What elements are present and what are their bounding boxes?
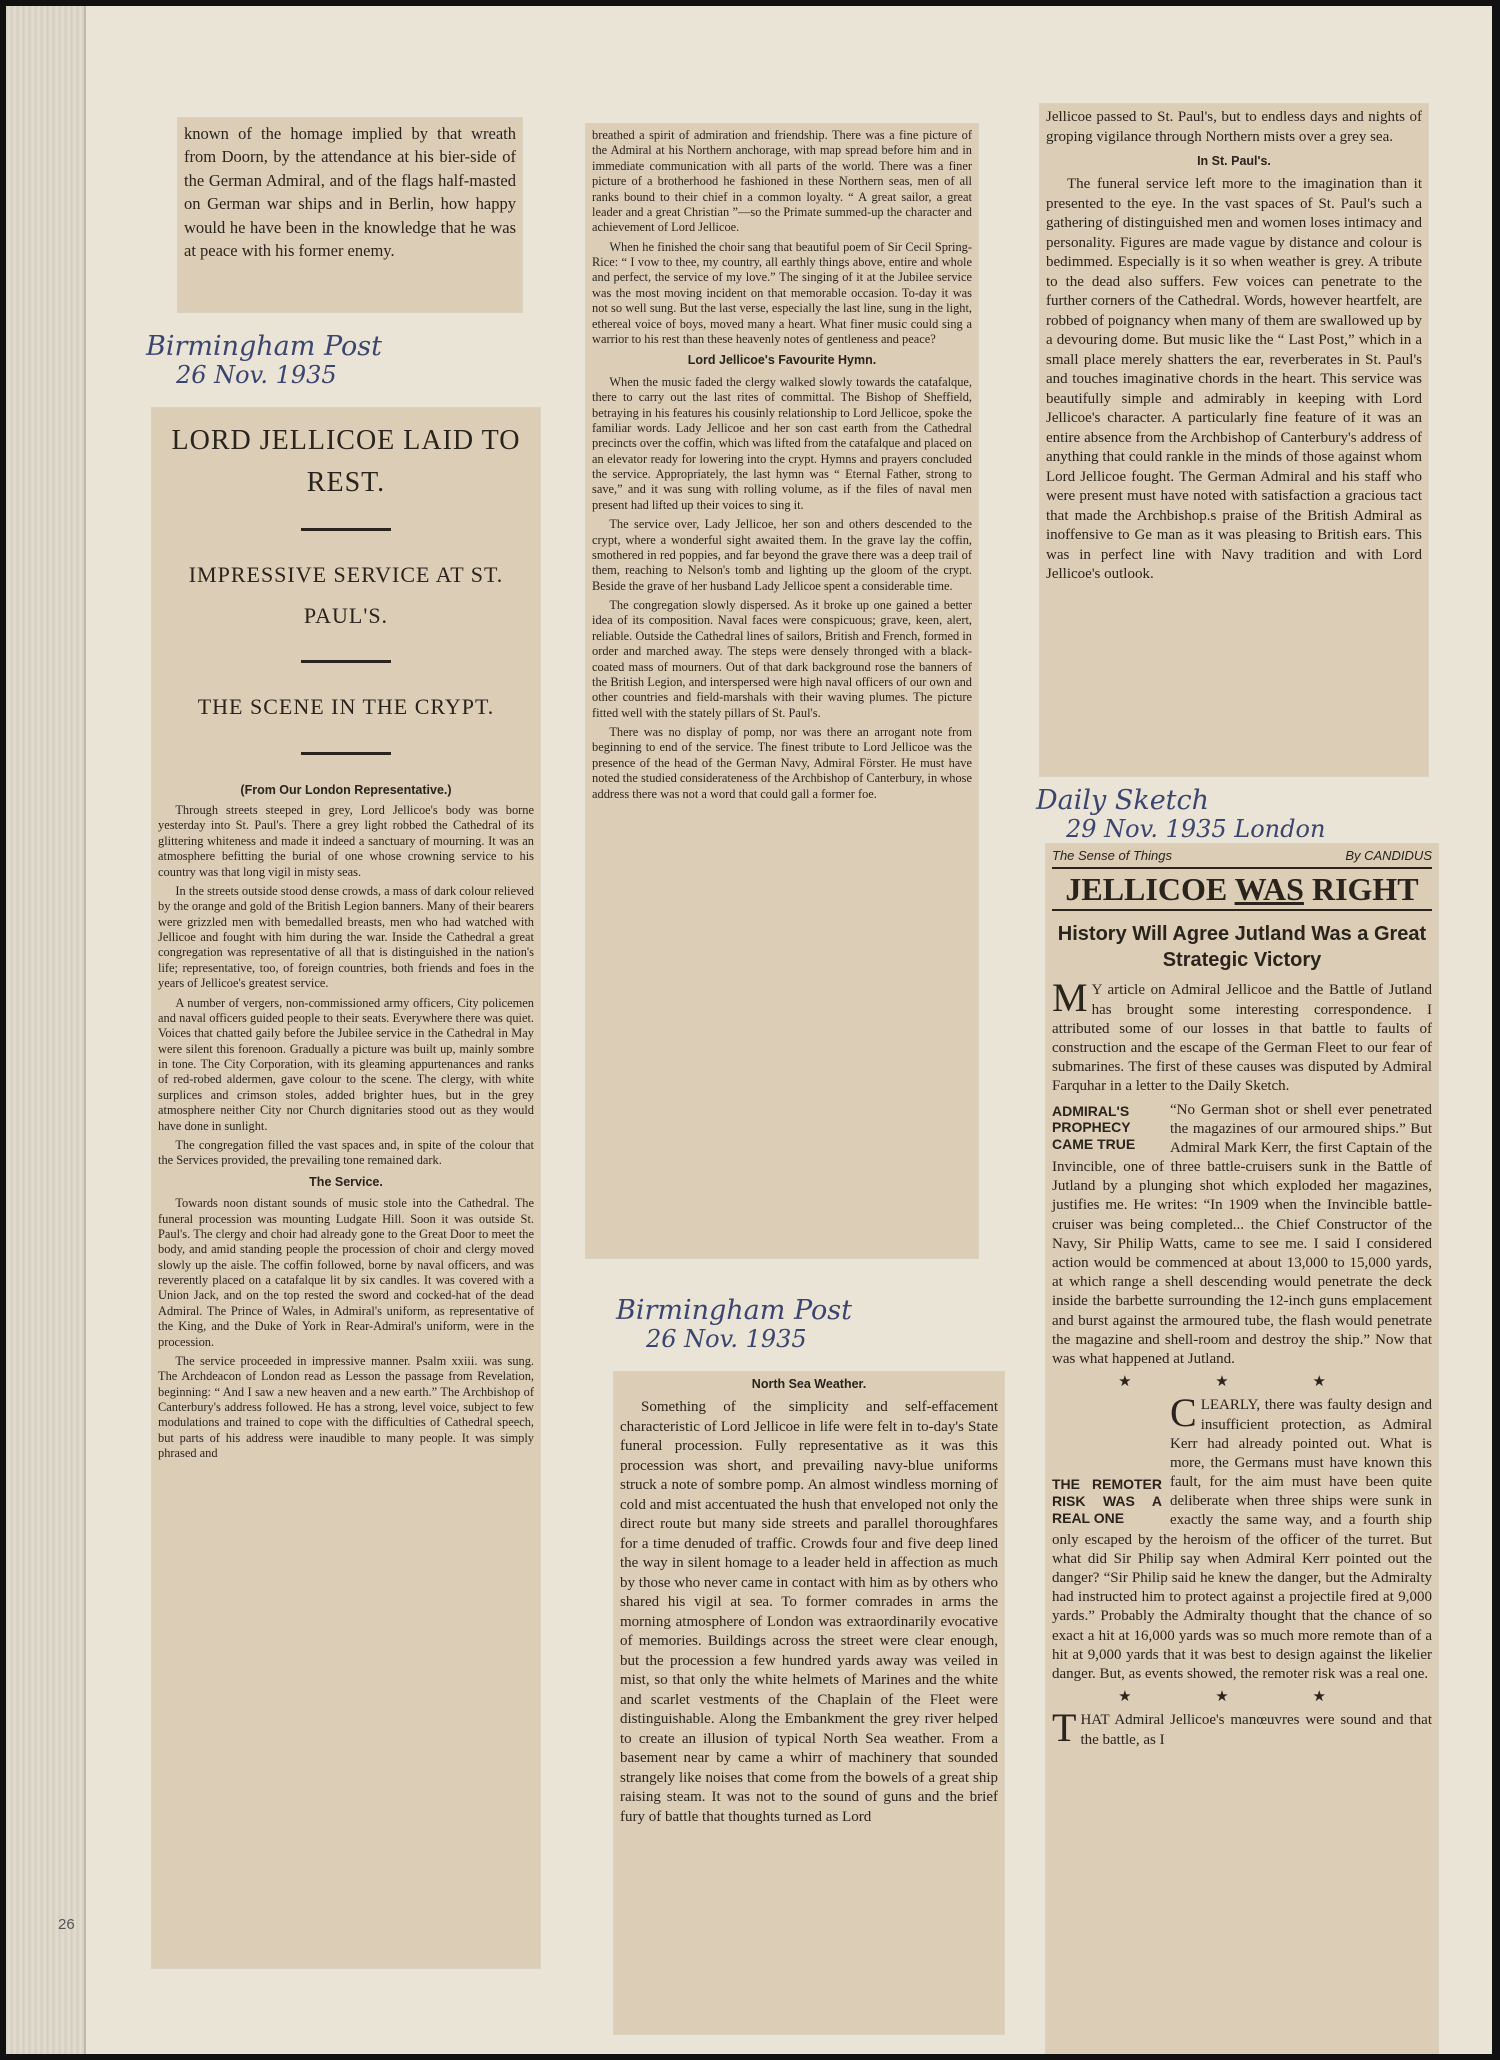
section-subhead: Lord Jellicoe's Favourite Hymn.	[687, 353, 877, 368]
note-source: Daily Sketch	[1036, 785, 1210, 816]
side-heading: THE REMOTER RISK WAS A REAL ONE	[1052, 1476, 1162, 1526]
clipping-jellicoe-was-right	[1046, 844, 1438, 2054]
article-headline: LORD JELLICOE LAID TO REST.	[171, 425, 521, 498]
paragraph: CLEARLY, there was faulty design and insufficient protection, as Admiral Kerr had already pointed out. What is more, the Germans must have known this fault, for the aim must have been quite deliberate when three ships were sunk in exactly the same way, and a fourth ship only escaped by the heroism of the officer of the turret. But what did Sir Philip say when Admiral Kerr pointed out the danger? “Sir Philip said he knew the danger, but the Admiralty had instructed him to protect against a projectile fired at 9,000 yards.” Probably the Admiralty thought that the chance of so exact a hit at 16,000 yards was so much more remote than of a hit at 9,000 yards that it was best to design against the likelier danger. But, as events showed, the remoter risk was a real one.	[1052, 1390, 1432, 1682]
paragraph: Jellicoe passed to St. Paul's, but to endless days and nights of groping vigilance through Northern mists over a grey sea.	[1046, 109, 1422, 145]
clipping-favourite-hymn	[586, 124, 978, 1258]
handwritten-source-note	[1036, 786, 1325, 842]
handwritten-source-note	[146, 332, 382, 388]
paragraph: The service over, Lady Jellicoe, her son and others descended to the crypt, where a wonderful sight awaited them. In the grave lay the coffin, smothered in red poppies, and far beyond the grave there was a deep trail of them, reaching to Nelson's tomb and lighting up the gloom of the crypt. Beside the grave of her husband Lady Jellicoe spent a considerable time.	[592, 517, 972, 593]
clipping-in-st-pauls	[1040, 104, 1428, 776]
note-date: 29 Nov. 1935 London	[1066, 814, 1326, 843]
divider-rule	[301, 528, 391, 531]
paragraph: A number of vergers, non-commissioned army officers, City policemen and naval officers guided people to their seats. Everywhere there was quiet. Voices that chatted gaily before the Jubilee service in the Cathedral in May were silent this forenoon. Gradually a picture was built up, mainly sombre in tone. The City Corporation, with its gleaming appurtenances and ranks of red-robed aldermen, gave colour to the scene. The clergy, with white surplices and crimson stoles, added brighter hues, but in the grey atmosphere neither City nor Church dignitaries stood out as they would have done in sunlight.	[158, 995, 534, 1133]
article-deck-1: IMPRESSIVE SERVICE AT ST. PAUL'S.	[188, 562, 504, 628]
paragraph: MY article on Admiral Jellicoe and the Battle of Jutland has brought some interesting correspondence. I attributed some of our losses in that battle to faults of construction and the escape of the German Fleet to our fear of submarines. The first of these causes was disputed by Admiral Farquhar in a letter to the Daily Sketch.	[1052, 975, 1432, 1095]
clipping-doorn-fragment	[178, 118, 522, 312]
paragraph: There was no display of pomp, nor was there an arrogant note from beginning to end of the service. The finest tribute to Lord Jellicoe was the presence of the head of the German Navy, Admiral Förster. He must have noted the studied considerateness of the Archbishop of Canterbury, in whose address there was not a word that could gall a former foe.	[592, 725, 972, 801]
column-name: The Sense of Things	[1052, 848, 1172, 863]
paragraph: The congregation slowly dispersed. As it broke up one gained a better idea of its composition. Naval faces were conspicuous; grave, keen, alert, reliable. Outside the Cathedral lines of sailors, British and French, formed in order and marched away. The steps were densely thronged with a black-coated mass of mourners. Out of that dark background rose the banners of the British Legion, and interspersed were high naval officers of our own and other countries and field-marshals with their waving plumes. The picture fitted well with the stately pillars of St. Paul's.	[592, 598, 972, 720]
paragraph: When he finished the choir sang that beautiful poem of Sir Cecil Spring-Rice: “ I vow to thee, my country, all earthly things above, entire and whole and perfect, the service of my love.” The singing of it at the Jubilee service was the most moving incident on that memorable occasion. To-day it was not so well sung. But the last verse, especially the last line, sung in the light, ethereal voice of boys, moved many a heart. What finer music could sing a warrior to his rest than these heavenly notes of gentleness and peace?	[592, 239, 972, 346]
handwritten-source-note	[616, 1296, 852, 1352]
clipping-north-sea-weather	[614, 1372, 1004, 2034]
paragraph: Towards noon distant sounds of music stole into the Cathedral. The funeral procession was mounting Ludgate Hill. Soon it was outside St. Paul's. The clergy and choir had already gone to the Great Door to meet the body, and amid standing people the procession of choir and clergy moved slowly up the aisle. The coffin followed, borne by naval officers, and was reverently placed on a catafalque lit by six candles. It was covered with a Union Jack, and on the top rested the sword and cocked-hat of the dead Admiral. The Prince of Wales, in Admiral's uniform, as representative of the King, and the Duke of York in Rear-Admiral's uniform, were in the procession.	[158, 1196, 534, 1349]
binding-strip	[6, 6, 86, 2054]
paragraph: The congregation filled the vast spaces and, in spite of the colour that the Services provided, the prevailing tone remained dark.	[158, 1137, 534, 1168]
section-stars: ★ ★ ★	[1118, 1374, 1366, 1391]
note-date: 26 Nov. 1935	[176, 360, 337, 389]
note-source: Birmingham Post	[146, 331, 382, 362]
column-header	[1052, 848, 1432, 865]
divider-rule	[301, 660, 391, 663]
article-byline: By CANDIDUS	[1345, 848, 1432, 863]
paragraph: The funeral service left more to the imagination than it presented to the eye. In the vast spaces of St. Paul's such a gathering of distinguished men and women loses intimacy and personality. Figures are made vague by distance and colour is bedimmed. Especially is it so when weather is grey. A tribute to the dead also suffers. Few voices can penetrate to the further corners of the Cathedral. Words, however heartfelt, are robbed of poignancy when many of them are swallowed up by a devouring dome. But music like the “ Last Post,” which in a small place merely shatters the ear, reverberates in St. Paul's and touches imaginative chords in the heart. This service was beautifully simple and admirably in keeping with Lord Jellicoe's character. A particularly fine feature of it was an entire absence from the Archbishop of Canterbury's address of anything that could rankle in the minds of those against whom Lord Jellicoe fought. The German Admiral and his staff who were present must have noted with satisfaction a gracious tact that made the Archbishop.s praise of the British Admiral as inoffensive to Ge man as it was pleasing to British ears. This was in perfect line with Navy tradition and with Lord Jellicoe's outlook.	[1046, 176, 1422, 583]
paragraph-with-sidehead	[1052, 1101, 1432, 1370]
scrapbook-page	[6, 6, 1492, 2054]
article-headline: JELLICOE WAS RIGHT	[1052, 867, 1432, 912]
clipping-lord-jellicoe-laid-to-rest	[152, 408, 540, 1968]
section-subhead: In St. Paul's.	[1197, 154, 1271, 168]
paragraph: breathed a spirit of admiration and friendship. There was a fine picture of the Admiral at his Northern anchorage, with map spread before him and in immediate communication with all parts of the world. There was a finer picture of a brotherhood he fashioned in these Northern seas, men of all ranks bound to their chief in a common loyalty. “ A great sailor, a great leader and a great Christian ”—so the Primate summed-up the character and achievement of Lord Jellicoe.	[592, 128, 972, 235]
clip1-text: known of the homage implied by that wreath from Doorn, by the attendance at his bier-side of the German Admiral, and of the flags half-masted on German war ships and in Berlin, how happy would he have been in the knowledge that he was at peace with his former enemy.	[184, 124, 516, 261]
section-subhead: North Sea Weather.	[751, 1377, 867, 1391]
paragraph: In the streets outside stood dense crowds, a mass of dark colour relieved by the orange and gold of the British Legion banners. Many of their bearers were grizzled men with bemedalled breasts, men who had watched with Jellicoe and fought with him during the war. Inside the Cathedral a great congregation was representative of all that is distinguished in the nation's life; representative, too, of foreign countries, both friends and foes in the years of Jellicoe's greatest service.	[158, 883, 534, 991]
article-byline: (From Our London Representative.)	[240, 783, 452, 798]
paragraph-with-sidehead	[1052, 1390, 1432, 1684]
divider-rule	[301, 752, 391, 755]
side-heading: ADMIRAL'S PROPHECY CAME TRUE	[1052, 1102, 1136, 1153]
article-deck-2: THE SCENE IN THE CRYPT.	[197, 694, 495, 720]
paragraph: Through streets steeped in grey, Lord Jellicoe's body was borne yesterday into St. Paul's. There a grey light robbed the Cathedral of its glittering whiteness and made it indeed a sanctuary of mourning. It was an atmosphere befitting the burial of one whose crowning service to his country was that long vigil in misty seas.	[158, 803, 534, 879]
paragraph: THAT Admiral Jellicoe's manœuvres were sound and that the battle, as I	[1052, 1705, 1432, 1751]
paragraph: Something of the simplicity and self-effacement characteristic of Lord Jellicoe in life were felt in to-day's State funeral procession. Fully representative as it was this procession was short, and prevailing navy-blue uniforms struck a note of sombre pomp. An almost windless morning of cold and mist accentuated the hush that enveloped not only the direct route but many side streets and parallel thoroughfares for a time denuded of traffic. Crowds four and five deep lined the way in silent homage to a leader held in affection as much by those who never came in contact with him as by others who shared his vigil at sea. To former comrades in arms the morning atmosphere of London was extraordinarily evocative of memories. Buildings across the street were clear enough, but the procession a few hundred yards away was veiled in mist, so that only the white helmets of Marines and the white and scarlet vestments of the Chaplain of the Fleet were distinguishable. Along the Embankment the grey river helped to create an illusion of typical North Sea weather. From a basement near by came a whirr of machinery that sounded strangely like noises that come from the bowels of a great ship raising steam. It was not to the sound of guns and the brief fury of battle that thoughts turned as Lord	[620, 1399, 998, 1825]
note-source: Birmingham Post	[616, 1295, 852, 1326]
paragraph: The service proceeded in impressive manner. Psalm xxiii. was sung. The Archdeacon of London read as Lesson the passage from Revelation, beginning: “ And I saw a new heaven and a new earth.” The Archbishop of Canterbury's address followed. He has a strong, level voice, subject to few modulations and trained to cope with the difficulties of Cathedral speech, but parts of his address were inaudible to many people. It was simply phrased and	[158, 1353, 534, 1461]
section-stars: ★ ★ ★	[1118, 1689, 1366, 1706]
note-date: 26 Nov. 1935	[646, 1324, 807, 1353]
paragraph: When the music faded the clergy walked slowly towards the catafalque, there to carry out the last rites of committal. The Bishop of Sheffield, betraying in his features his cousinly relationship to Lord Jellicoe, spoke the familiar words. Lady Jellicoe and her son cast earth from the Cathedral precincts over the coffin, which was lifted from the catafalque and placed on an elevator ready for lowering into the crypt. Hymns and prayers concluded the service. Appropriately, the last hymn was “ Eternal Father, strong to save,” and it was sung with rolling volume, as if the files of naval men present had lifted up their voices to sing it.	[592, 374, 972, 512]
article-strapline: History Will Agree Jutland Was a Great Strategic Victory	[1057, 923, 1427, 972]
page-number: 26	[58, 1916, 75, 1933]
paragraph: “No German shot or shell ever penetrated the magazines of our armoured ships.” But Admiral Mark Kerr, the first Captain of the Invincible, one of three battle-cruisers sunk in the Battle of Jutland by a plunging shot which exploded her magazines, justifies me. He writes: “In 1909 when the Invincible battle-cruiser was being completed... the Chief Constructor of the Navy, Sir Philip Watts, came to see me. I said I considered action would be commenced at about 13,000 to 15,000 yards, at which range a shell descending would penetrate the deck inside the barbette surrounding the 12-inch guns emplacement and burst against the armoured tube, the flash would penetrate the magazine and shell-room and destroy the ship.” Now that was what happened at Jutland.	[1052, 1101, 1432, 1367]
section-subhead: The Service.	[309, 1174, 383, 1189]
